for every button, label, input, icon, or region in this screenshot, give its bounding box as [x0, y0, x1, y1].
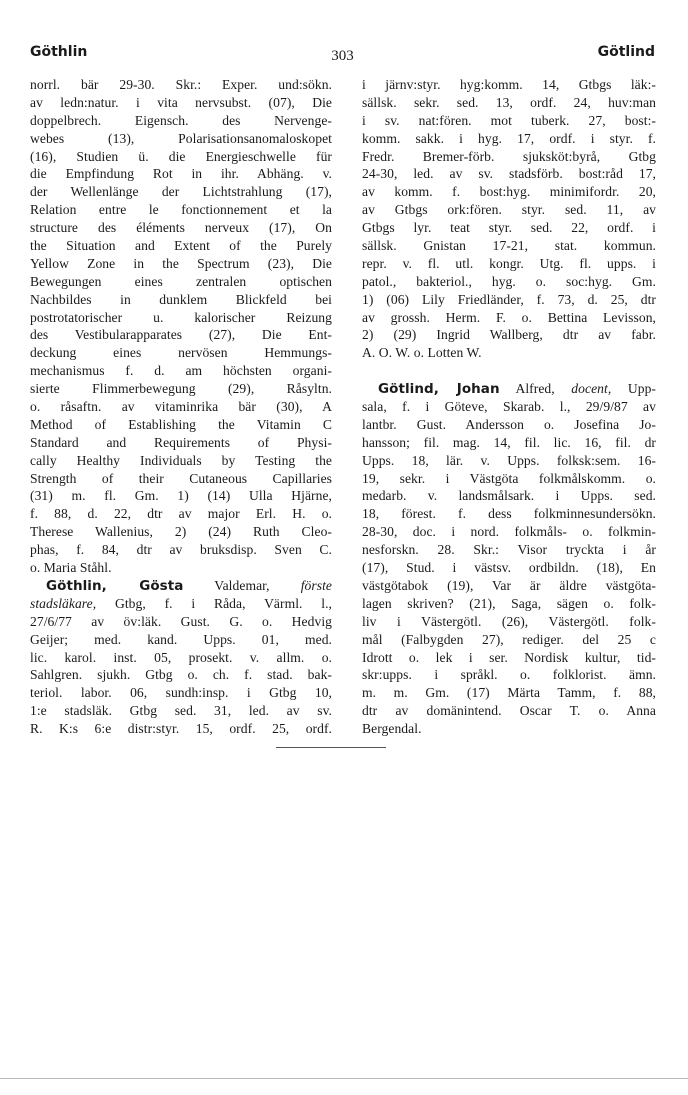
section-divider: [276, 747, 386, 748]
line-text: sällsk. Gnistan 17-21, stat. kommun.: [362, 238, 656, 254]
paragraph-gap: [362, 362, 656, 380]
line-text: lagen skriven? (21), Saga, sägen o. folk-: [362, 595, 656, 611]
line-text: sierte Flimmerbewegung (29), Råsyltn.: [30, 381, 332, 397]
line-text: sällsk. sekr. sed. 13, ordf. 24, huv:man: [362, 94, 656, 110]
text-line: [362, 380, 656, 398]
text-line: [30, 309, 332, 327]
text-line: [30, 684, 332, 702]
text-line: [30, 362, 332, 380]
left-column: [30, 76, 332, 738]
text-line: [30, 326, 332, 344]
line-text: 28-30, doc. i nord. folkmåls- o. folkmin-: [362, 524, 656, 540]
line-text: des Vestibularapparates (27), Die Ent-: [30, 327, 332, 343]
text-line: [362, 577, 656, 595]
text-line: [362, 684, 656, 702]
text-line: [30, 631, 332, 649]
line-text: mål (Falbygden 27), rediger. del 25 c: [362, 631, 656, 647]
text-line: [362, 130, 656, 148]
text-line: [362, 309, 656, 327]
line-text: i järnv:styr. hyg:komm. 14, Gtbgs läk:-: [362, 77, 656, 92]
text-line: [362, 452, 656, 470]
text-line: [30, 470, 332, 488]
text-line: [362, 255, 656, 273]
line-text: Gtbg, f. i Råda, Värml. l.,: [96, 595, 332, 611]
text-line: [362, 720, 656, 738]
line-text: o. råsaftn. av vitaminrika bär (30), A: [30, 399, 332, 415]
entry-headword: Götlind, Johan: [378, 381, 500, 398]
line-text: doppelbrech. Eigensch. des Nervenge-: [30, 112, 332, 128]
line-text: Gtbgs lyr. teat styr. sed. 22, ordf. i: [362, 220, 656, 236]
text-line: [30, 452, 332, 470]
line-text: Therese Wallenius, 2) (24) Ruth Cleo-: [30, 524, 332, 540]
line-text: västgötabok (19), Var är äldre västgöta-: [362, 577, 656, 593]
line-text: medarb. v. landsmålsark. i Upps. sed.: [362, 488, 656, 504]
line-text: Idrott o. lek i ser. Nordisk kultur, tid-: [362, 649, 656, 665]
text-line: [30, 505, 332, 523]
line-text: i sv. nat:fören. mot tuberk. 27, bost:-: [362, 112, 656, 128]
text-line: [30, 112, 332, 130]
line-text: 18, förest. f. dess folkminnesundersökn.: [362, 506, 656, 522]
line-text: teriol. labor. 06, sundh:insp. i Gtbg 10,: [30, 685, 332, 701]
line-text: die Empfindung Rot in ihr. Abhäng. v.: [30, 166, 332, 182]
line-text: phas, f. 84, dtr av bruksdisp. Sven C.: [30, 542, 332, 558]
line-text: m. m. Gm. (17) Märta Tamm, f. 88,: [362, 685, 656, 701]
text-line: [30, 487, 332, 505]
line-text: Nachbildes in dunklem Blickfeld bei: [30, 291, 332, 307]
line-text: (31) m. fl. Gm. 1) (14) Ulla Hjärne,: [30, 488, 332, 504]
text-line: [30, 541, 332, 559]
line-text: av Gtbgs ork:fören. styr. sed. 11, av: [362, 202, 656, 218]
text-line: [362, 148, 656, 166]
line-text: webes (13), Polarisationsanomaloskopet: [30, 130, 332, 146]
text-line: [30, 255, 332, 273]
line-text: A. O. W. o. Lotten W.: [362, 345, 482, 361]
text-line: [30, 165, 332, 183]
text-line: [30, 130, 332, 148]
line-text: lantbr. Gust. Andersson o. Josefina Jo-: [362, 416, 656, 432]
line-text: Standard and Requirements of Physi-: [30, 434, 332, 450]
text-line: [362, 523, 656, 541]
text-line: [362, 291, 656, 309]
line-text: (17), Stud. i västsv. ordbildn. (18), En: [362, 560, 656, 576]
text-line: [30, 273, 332, 291]
line-text: Sahlgren. sjukh. Gtbg o. ch. f. stad. bak-: [30, 667, 332, 683]
text-line: [362, 559, 656, 577]
line-text: hansson; fil. mag. 14, fil. lic. 16, fil. dr: [362, 434, 656, 450]
line-text: Relation entre le fonctionnement et la: [30, 202, 332, 218]
line-text: nesforskn. 28. Skr.: Visor tryckta i år: [362, 542, 656, 558]
text-line: [30, 183, 332, 201]
line-text: 2) (29) Ingrid Wallberg, dtr av fabr.: [362, 327, 656, 343]
text-line: [30, 237, 332, 255]
text-line: [30, 577, 332, 595]
page-number: 303: [331, 48, 354, 64]
line-text: 24-30, led. av sv. stadsförb. bost:råd 17,: [362, 166, 656, 182]
line-text: patol., bakteriol., hyg. o. soc:hyg. Gm.: [362, 273, 656, 289]
line-text: sala, f. i Göteve, Skarab. l., 29/9/87 av: [362, 399, 656, 415]
text-line: [362, 344, 656, 362]
line-text: av komm. f. bost:hyg. minimifordr. 20,: [362, 184, 656, 200]
text-line: [30, 720, 332, 738]
text-line: [362, 201, 656, 219]
text-line: [362, 76, 656, 94]
text-line: [362, 183, 656, 201]
text-line: [362, 434, 656, 452]
text-line: [30, 649, 332, 667]
text-line: [362, 666, 656, 684]
text-line: [362, 237, 656, 255]
header-right-headword: Götlind: [597, 44, 655, 60]
text-line: [30, 434, 332, 452]
line-text: postrotatorischer u. kalorischer Reizung: [30, 309, 332, 325]
line-text: R. K:s 6:e distr:styr. 15, ordf. 25, ordf.: [30, 721, 332, 737]
text-line: [30, 76, 332, 94]
line-text: der Wellenlänge der Lichtstrahlung (17),: [30, 184, 332, 200]
text-line: [30, 291, 332, 309]
text-line: [30, 416, 332, 434]
text-line: [362, 273, 656, 291]
text-line: [362, 702, 656, 720]
line-text: (16), Studien ü. die Energieschwelle für: [30, 148, 332, 164]
text-line: [362, 541, 656, 559]
text-line: [30, 380, 332, 398]
line-text: skr:upps. i språkl. o. folklorist. ämn.: [362, 667, 656, 683]
right-column: [362, 76, 656, 738]
line-text: 1:e stadsläk. Gtbg sed. 31, led. av sv.: [30, 703, 332, 719]
line-text: dtr av domänintend. Oscar T. o. Anna: [362, 703, 656, 719]
text-line: [30, 94, 332, 112]
line-text: 1) (06) Lily Friedländer, f. 73, d. 25, dtr: [362, 291, 656, 307]
line-text: Yellow Zone in the Spectrum (23), Die: [30, 255, 332, 271]
text-line: [362, 94, 656, 112]
text-line: [30, 666, 332, 684]
italic-text: docent,: [571, 381, 612, 397]
line-text: Bewegungen eines zentralen optischen: [30, 273, 332, 289]
text-line: [362, 416, 656, 434]
line-text: Method of Establishing the Vitamin C: [30, 416, 332, 432]
text-line: [30, 148, 332, 166]
text-line: [30, 559, 332, 577]
text-line: [362, 165, 656, 183]
line-text: repr. v. fl. utl. kongr. Utg. fl. upps. i: [362, 255, 656, 271]
text-line: [30, 523, 332, 541]
text-line: [362, 487, 656, 505]
text-line: [30, 702, 332, 720]
text-line: [362, 398, 656, 416]
text-line: [30, 595, 332, 613]
text-line: [362, 649, 656, 667]
line-text: structure des éléments nerveux (17), On: [30, 220, 332, 236]
text-line: [362, 112, 656, 130]
italic-text: förste: [300, 577, 332, 593]
entry-headword: Göthlin, Gösta: [46, 577, 184, 594]
line-text: Strength of their Cutaneous Capillaries: [30, 470, 332, 486]
line-text: 19, sekr. i Västgöta folkmålskomm. o.: [362, 470, 656, 486]
line-text: komm. sakk. i hyg. 17, ordf. i styr. f.: [362, 130, 656, 146]
line-text: av grossh. Herm. F. o. Bettina Levisson,: [362, 309, 656, 325]
text-line: [362, 631, 656, 649]
line-text: 27/6/77 av öv:läk. Gust. G. o. Hedvig: [30, 613, 332, 629]
line-text: Fredr. Bremer-förb. sjuksköt:byrå, Gtbg: [362, 148, 656, 164]
text-line: [362, 326, 656, 344]
line-text: deckung eines nervösen Hemmungs-: [30, 345, 332, 361]
header-left-headword: Göthlin: [30, 44, 88, 60]
running-header: [30, 44, 655, 66]
italic-text: stadsläkare,: [30, 595, 97, 611]
line-text: norrl. bär 29-30. Skr.: Exper. und:sökn.: [30, 77, 332, 92]
line-text: Alfred,: [499, 381, 572, 397]
scan-edge-line: [0, 1078, 688, 1079]
text-line: [30, 613, 332, 631]
line-text: the Situation and Extent of the Purely: [30, 238, 332, 254]
line-text: f. 88, d. 22, dtr av major Erl. H. o.: [30, 506, 332, 522]
text-line: [30, 219, 332, 237]
text-line: [362, 219, 656, 237]
line-text: Upps. 18, lär. v. Upps. folksk:sem. 16-: [362, 452, 656, 468]
text-line: [362, 613, 656, 631]
text-line: [362, 595, 656, 613]
line-text: Geijer; med. kand. Upps. 01, med.: [30, 631, 332, 647]
text-line: [30, 201, 332, 219]
line-text: Bergendal.: [362, 721, 422, 737]
text-line: [362, 470, 656, 488]
line-text: Upp-: [611, 381, 657, 397]
line-text: cally Healthy Individuals by Testing the: [30, 452, 332, 468]
line-text: lic. karol. inst. 05, prosekt. v. allm. o.: [30, 649, 332, 665]
text-line: [362, 505, 656, 523]
text-line: [30, 398, 332, 416]
line-text: av ledn:natur. i vita nervsubst. (07), Die: [30, 94, 332, 110]
line-text: mechanismus f. d. am höchsten organi-: [30, 363, 332, 379]
line-text: Valdemar,: [183, 577, 301, 593]
line-text: liv i Västergötl. (26), Västergötl. folk-: [362, 613, 656, 629]
line-text: o. Maria Ståhl.: [30, 560, 112, 576]
text-line: [30, 344, 332, 362]
